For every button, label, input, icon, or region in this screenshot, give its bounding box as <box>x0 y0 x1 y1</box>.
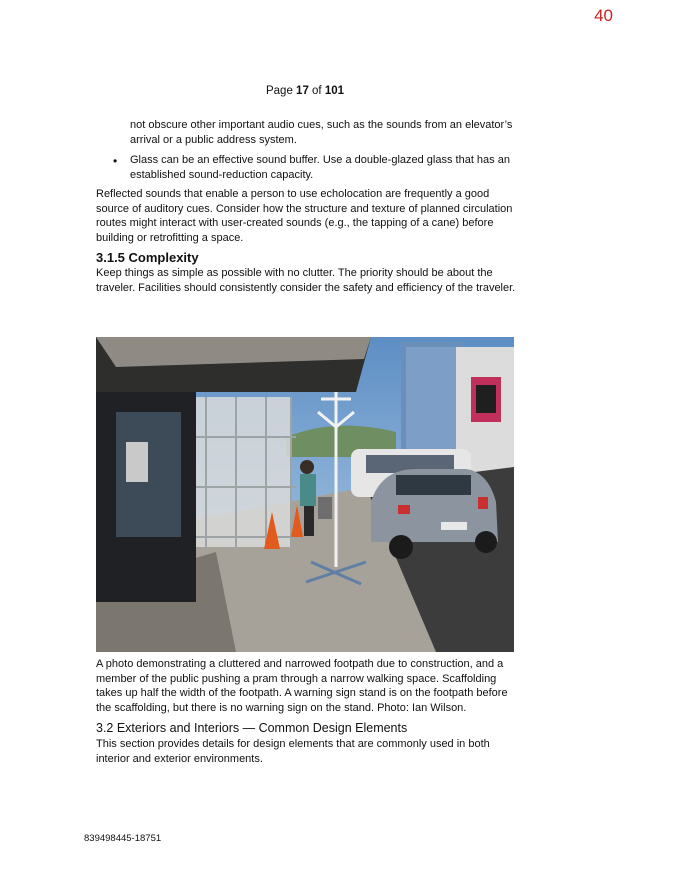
section-315-heading: 3.1.5 Complexity <box>96 250 199 265</box>
page-prefix: Page <box>265 85 297 97</box>
continued-paragraph: not obscure other important audio cues, such as the sounds from an elevator’s arrival or a public address system. <box>130 119 513 146</box>
section-315-body: Keep things as simple as possible with no clutter. The priority should be about the traveler. Facilities should consistently consider the safety and efficiency of the traveler. <box>96 267 516 294</box>
page-header <box>0 85 610 97</box>
section-32-heading: 3.2 Exteriors and Interiors — Common Design Elements <box>96 721 408 735</box>
page-middle: of <box>308 85 325 97</box>
photo-caption: A photo demonstrating a cluttered and narrowed footpath due to construction, and a member of the public pushing a pram through a narrow walking space. Scaffolding takes up half the width of the footpath. A warning sign stand is on the footpath before the scaffolding, but there is no warning sign on the stand. Photo: Ian Wilson. <box>96 658 508 714</box>
document-id: 839498445-18751 <box>84 833 162 844</box>
bullet-text: Glass can be an effective sound buffer. Use a double-glazed glass that has an established sound-reduction capacity. <box>130 154 510 181</box>
footpath-photo <box>96 337 514 652</box>
reflected-sounds-paragraph: Reflected sounds that enable a person to use echolocation are frequently a good source of auditory cues. Consider how the structure and texture of planned circulation routes might interact with user-created sounds (e.g., the tapping of a cane) before building or retrofitting a space. <box>96 188 513 244</box>
section-32-body: This section provides details for design elements that are commonly used in both interior and exterior environments. <box>96 738 490 765</box>
page-corner-number: 40 <box>594 6 613 25</box>
page-total: 101 <box>324 85 345 97</box>
page-current: 17 <box>296 85 309 97</box>
footpath-photo-illustration <box>96 337 514 652</box>
bullet-marker: • <box>113 154 118 168</box>
